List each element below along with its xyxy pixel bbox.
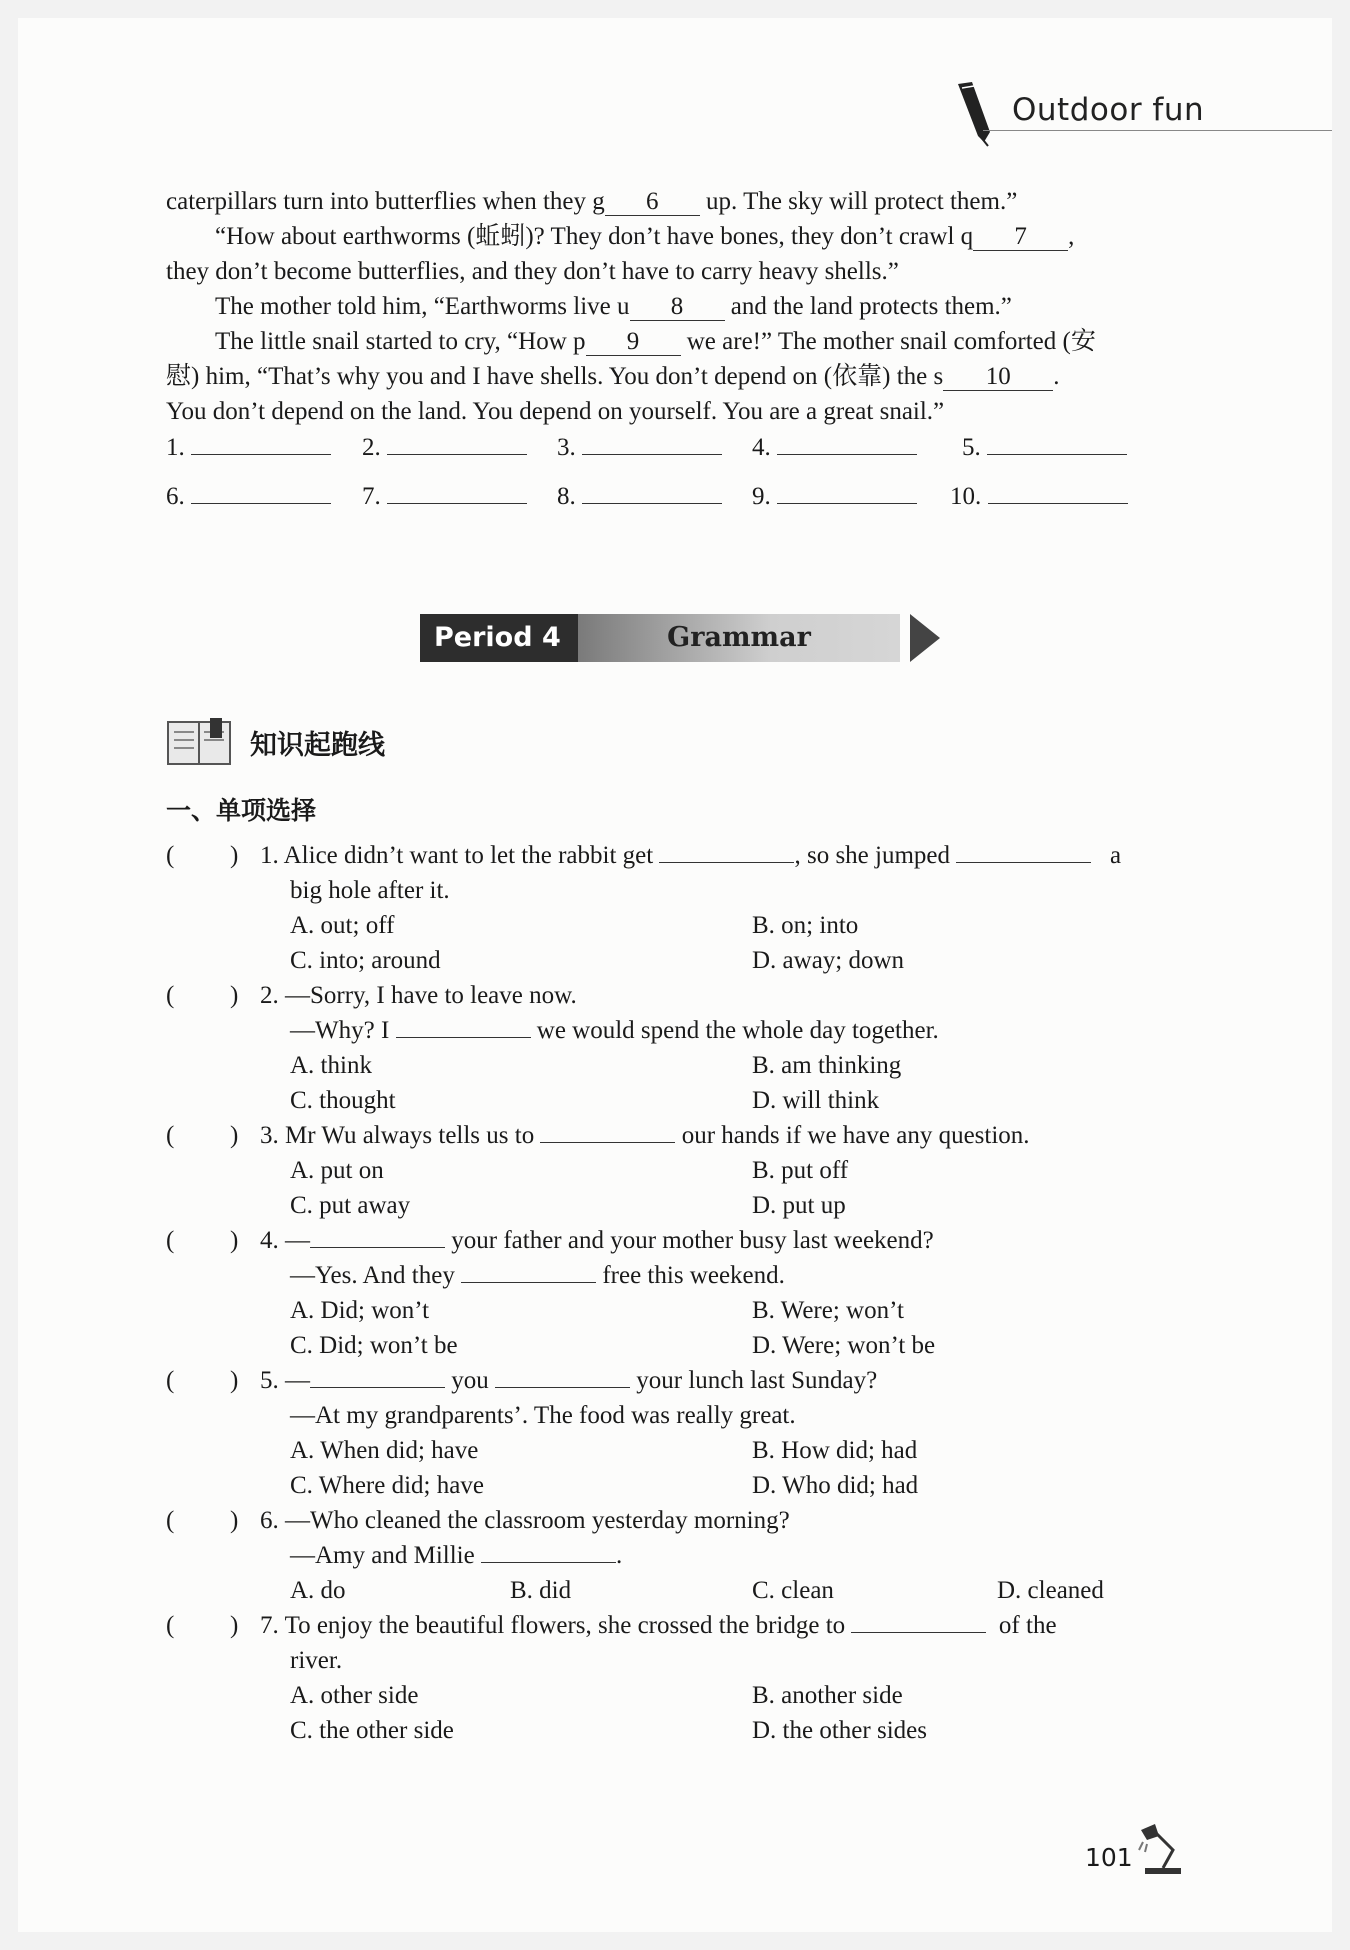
blank-10: 10 <box>943 364 1053 391</box>
passage-line-7: You don’t depend on the land. You depend on yourself. You are a great snail.” <box>166 398 945 425</box>
answer-8[interactable]: 8. <box>557 480 722 514</box>
q5-option-d[interactable]: D. Who did; had <box>752 1472 919 1499</box>
header-title: Outdoor fun <box>1012 92 1205 128</box>
q4-option-d[interactable]: D. Were; won’t be <box>752 1332 936 1359</box>
desk-lamp-icon <box>1133 1820 1193 1880</box>
blank-6: 6 <box>605 189 700 216</box>
pen-icon <box>950 80 1000 150</box>
q6-option-b[interactable]: B. did <box>510 1577 572 1604</box>
q7-option-d[interactable]: D. the other sides <box>752 1717 927 1744</box>
q3-option-d[interactable]: D. put up <box>752 1192 846 1219</box>
q1-paren-close: ) <box>230 842 239 869</box>
q1-option-c[interactable]: C. into; around <box>290 947 441 974</box>
q3-option-c[interactable]: C. put away <box>290 1192 411 1219</box>
q7-stem: 7. To enjoy the beautiful flowers, she crossed the bridge to of the <box>260 1612 1057 1639</box>
q6-paren-close: ) <box>230 1507 239 1534</box>
knowledge-title: 知识起跑线 <box>250 730 385 761</box>
period-title: Grammar <box>578 614 900 662</box>
q4-stem-2: —Yes. And they free this weekend. <box>290 1262 785 1289</box>
q2-stem-2: —Why? I we would spend the whole day together. <box>290 1017 939 1044</box>
q6-paren-open[interactable]: ( <box>166 1507 175 1534</box>
q7-option-c[interactable]: C. the other side <box>290 1717 454 1744</box>
q2-stem: 2. —Sorry, I have to leave now. <box>260 982 577 1009</box>
q5-stem-2: —At my grandparents’. The food was really great. <box>290 1402 796 1429</box>
q7-option-b[interactable]: B. another side <box>752 1682 903 1709</box>
q2-paren-open[interactable]: ( <box>166 982 175 1009</box>
q6-option-c[interactable]: C. clean <box>752 1577 834 1604</box>
q7-paren-open[interactable]: ( <box>166 1612 175 1639</box>
q6-option-d[interactable]: D. cleaned <box>997 1577 1104 1604</box>
answer-3[interactable]: 3. <box>557 431 722 465</box>
passage-line-2: “How about earthworms (蚯蚓)? They don’t have bones, they don’t crawl q 7 , <box>215 223 1075 250</box>
q3-option-a[interactable]: A. put on <box>290 1157 384 1184</box>
passage-line-6: 慰) him, “That’s why you and I have shells. You don’t depend on (依靠) the s 10 . <box>166 363 1060 390</box>
q1-paren-open[interactable]: ( <box>166 842 175 869</box>
passage-line-1: caterpillars turn into butterflies when they g 6 up. The sky will protect them.” <box>166 188 1018 215</box>
q1-option-d[interactable]: D. away; down <box>752 947 905 974</box>
q7-option-a[interactable]: A. other side <box>290 1682 419 1709</box>
q2-option-d[interactable]: D. will think <box>752 1087 880 1114</box>
q2-option-b[interactable]: B. am thinking <box>752 1052 902 1079</box>
answer-9[interactable]: 9. <box>752 480 917 514</box>
q3-option-b[interactable]: B. put off <box>752 1157 849 1184</box>
q4-option-b[interactable]: B. Were; won’t <box>752 1297 904 1324</box>
blank-9: 9 <box>586 329 681 356</box>
section-title: 一、单项选择 <box>166 796 317 825</box>
q4-paren-open[interactable]: ( <box>166 1227 175 1254</box>
q2-option-c[interactable]: C. thought <box>290 1087 396 1114</box>
q1-stem: 1. Alice didn’t want to let the rabbit get , so she jumped a <box>260 842 1122 869</box>
q5-stem: 5. — you your lunch last Sunday? <box>260 1367 878 1394</box>
q5-option-c[interactable]: C. Where did; have <box>290 1472 484 1499</box>
answer-10[interactable]: 10. <box>950 480 1128 514</box>
arrow-icon <box>910 614 940 662</box>
period-banner <box>420 614 900 662</box>
answer-2[interactable]: 2. <box>362 431 527 465</box>
q6-stem: 6. —Who cleaned the classroom yesterday morning? <box>260 1507 790 1534</box>
q7-stem-cont: river. <box>290 1647 343 1674</box>
q1-option-a[interactable]: A. out; off <box>290 912 395 939</box>
q2-option-a[interactable]: A. think <box>290 1052 372 1079</box>
q4-paren-close: ) <box>230 1227 239 1254</box>
q5-option-a[interactable]: A. When did; have <box>290 1437 479 1464</box>
q4-option-a[interactable]: A. Did; won’t <box>290 1297 430 1324</box>
header-rule <box>983 130 1332 131</box>
q3-paren-open[interactable]: ( <box>166 1122 175 1149</box>
answer-4[interactable]: 4. <box>752 431 917 465</box>
q1-option-b[interactable]: B. on; into <box>752 912 859 939</box>
q6-option-a[interactable]: A. do <box>290 1577 346 1604</box>
q5-paren-open[interactable]: ( <box>166 1367 175 1394</box>
q4-option-c[interactable]: C. Did; won’t be <box>290 1332 458 1359</box>
answer-1[interactable]: 1. <box>166 431 331 465</box>
q1-stem-cont: big hole after it. <box>290 877 450 904</box>
q6-stem-2: —Amy and Millie . <box>290 1542 623 1569</box>
q5-paren-close: ) <box>230 1367 239 1394</box>
q4-stem: 4. — your father and your mother busy last weekend? <box>260 1227 934 1254</box>
q3-paren-close: ) <box>230 1122 239 1149</box>
blank-7: 7 <box>973 224 1068 251</box>
q7-paren-close: ) <box>230 1612 239 1639</box>
answer-5[interactable]: 5. <box>962 431 1127 465</box>
page-number: 101 <box>1085 1843 1133 1872</box>
blank-8: 8 <box>630 294 725 321</box>
passage-line-3: they don’t become butterflies, and they don’t have to carry heavy shells.” <box>166 258 899 285</box>
q2-paren-close: ) <box>230 982 239 1009</box>
q3-stem: 3. Mr Wu always tells us to our hands if we have any question. <box>260 1122 1030 1149</box>
answer-6[interactable]: 6. <box>166 480 331 514</box>
q5-option-b[interactable]: B. How did; had <box>752 1437 918 1464</box>
period-label: Period 4 <box>420 614 578 662</box>
book-icon <box>166 718 234 768</box>
passage-line-5: The little snail started to cry, “How p 9 we are!” The mother snail comforted (安 <box>215 328 1096 355</box>
passage-line-4: The mother told him, “Earthworms live u 8 and the land protects them.” <box>215 293 1012 320</box>
answer-7[interactable]: 7. <box>362 480 527 514</box>
